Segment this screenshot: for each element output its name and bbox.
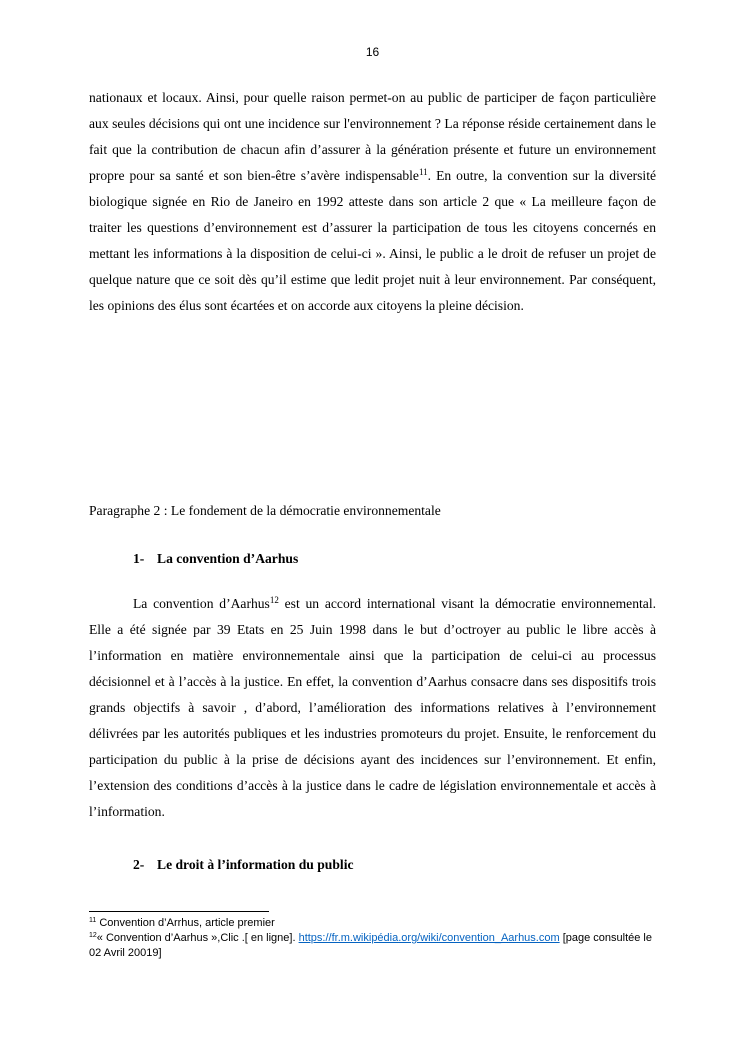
aarhus-text-part2: est un accord international visant la démocratie environnemental. Elle a été signée par 39 Etats en 25 Juin 1998 dans le but d’octroyer au public le libre accès à l’information en matière environnementale ainsi que la participation de celui-ci au processus décisionnel et à l’accès à la justice. En effet, la convention d’Aarhus consacre dans ses dispositifs trois grands objectifs à savoir , d’abord, l’amélioration des informations relatives à l’environnement délivrées par les autorités publiques et les industries promoteurs du projet. Ensuite, le renforcement du participation du public à la prise de décisions ayant des incidences sur l’environnement. Et enfin, l’extension des conditions d’accès à la justice dans le cadre de législation environnementale et accès à l’information. [89, 596, 656, 819]
subsection-title: Le droit à l’information du public [157, 857, 354, 872]
footnote-12 [89, 931, 656, 961]
subsection-number: 2- [133, 857, 145, 872]
footnote-number: 11 [89, 917, 97, 924]
footnote-text: « Convention d’Aarhus »,Clic .[ en ligne]. [96, 932, 299, 944]
page-number: 16 [365, 45, 380, 59]
aarhus-paragraph [89, 591, 656, 825]
footnotes [89, 916, 656, 961]
footnote-11 [89, 916, 656, 931]
footnote-text-after: [page consultée le 02 Avril 20019] [89, 932, 652, 959]
subsection-number: 1- [133, 551, 145, 566]
aarhus-text-part1: La convention d’Aarhus [133, 596, 270, 611]
footnote-link[interactable]: https://fr.m.wikipédia.org/wiki/convention_Aarhus.com [298, 932, 560, 944]
intro-text-part2: . En outre, la convention sur la diversité biologique signée en Rio de Janeiro en 1992 atteste dans son article 2 que « La meilleure façon de traiter les questions d’environnement est d’assurer la participation de tous les citoyens concernés en mettant les informations à la disposition de celui-ci ». Ainsi, le public a le droit de refuser un projet de quelque nature que ce soit dès qu’il estime que ledit projet nuit à leur environnement. Par conséquent, les opinions des élus sont écartées et on accorde aux citoyens la pleine décision. [89, 168, 657, 313]
footnote-ref-11[interactable]: 11 [418, 167, 428, 177]
intro-paragraph [89, 85, 656, 319]
intro-text-part1: nationaux et locaux. Ainsi, pour quelle raison permet-on au public de participer de façon particulière aux seules décisions qui ont une incidence sur l'environnement ? La réponse réside certainement dans le fait que la contribution de chacun afin d’assurer à la génération présente et future un environnement propre pour sa santé et son bien-être s’avère indispensable [89, 90, 656, 183]
footnote-ref-12[interactable]: 12 [269, 595, 279, 605]
subsection-heading-1 [133, 551, 298, 567]
footnote-text: Convention d’Arrhus, article premier [96, 917, 275, 929]
section-title: Paragraphe 2 : Le fondement de la démocratie environnementale [89, 503, 441, 518]
footnote-separator [89, 911, 269, 912]
footnote-number: 12 [89, 932, 97, 939]
subsection-heading-2 [133, 857, 354, 873]
subsection-title: La convention d’Aarhus [157, 551, 299, 566]
